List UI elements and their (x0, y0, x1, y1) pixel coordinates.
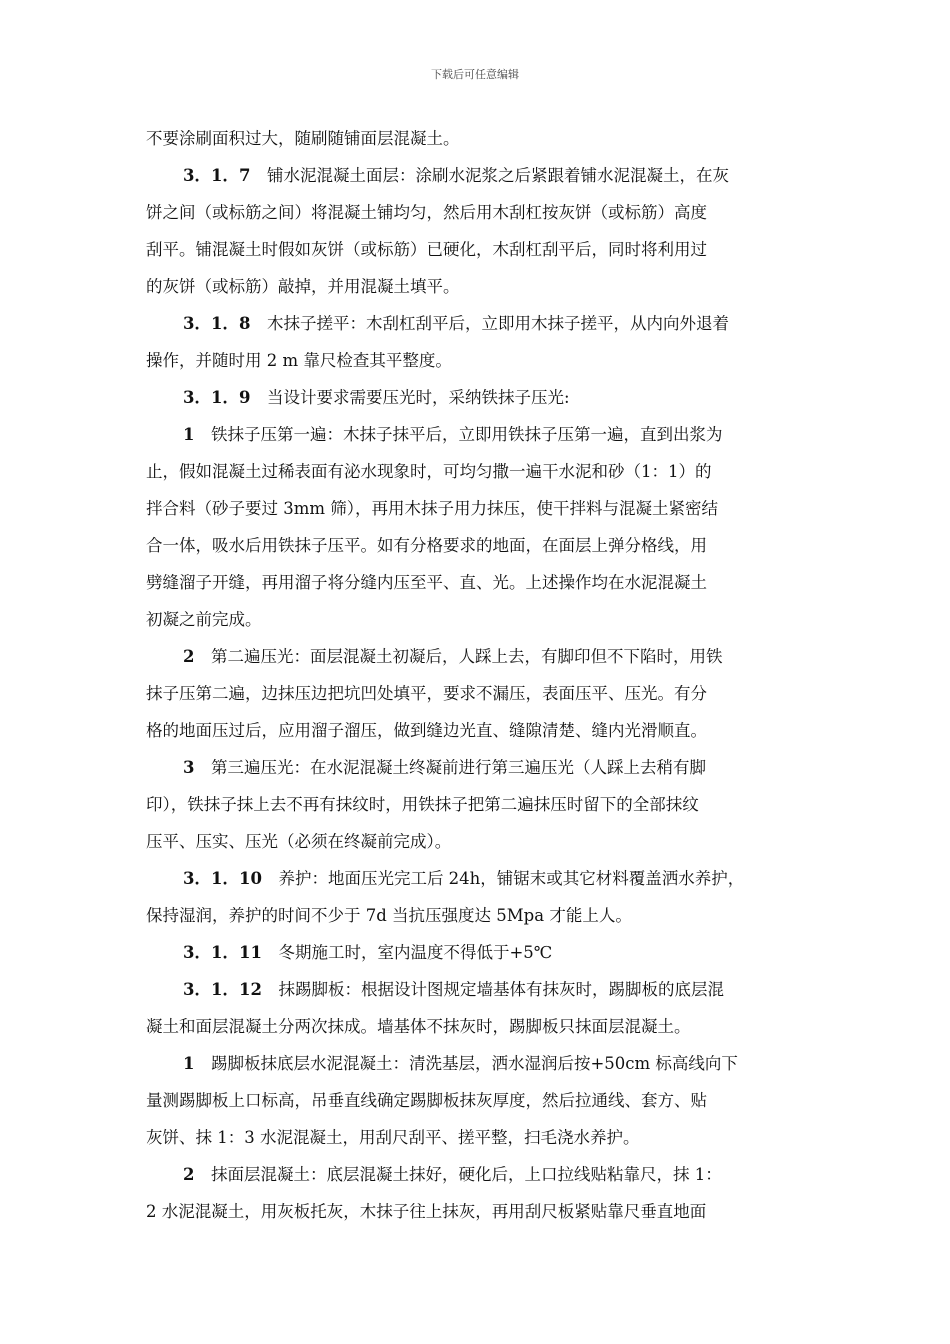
paragraph-line (146, 157, 810, 194)
line-text: 铺水泥混凝土面层：涂刷水泥浆之后紧跟着铺水泥混凝土，在灰 (250, 166, 729, 185)
paragraph-line (146, 897, 810, 934)
paragraph-line (146, 1119, 810, 1156)
paragraph-line (146, 379, 810, 416)
paragraph-line (146, 934, 810, 971)
paragraph-line (146, 527, 810, 564)
paragraph-line (146, 823, 810, 860)
paragraph-line (146, 416, 810, 453)
paragraph-line (146, 231, 810, 268)
line-text: 印），铁抹子抹上去不再有抹纹时，用铁抹子把第二遍抹压时留下的全部抹纹 (146, 795, 699, 814)
paragraph-line (146, 305, 810, 342)
line-text: 饼之间（或标筋之间）将混凝土铺均匀，然后用木刮杠按灰饼（或标筋）高度 (146, 203, 707, 222)
paragraph-line (146, 786, 810, 823)
line-text: 止，假如混凝土过稀表面有泌水现象时，可均匀撒一遍干水泥和砂（1：1）的 (146, 462, 712, 481)
paragraph-line (146, 1193, 810, 1230)
document-body (146, 120, 810, 1230)
section-number: 3．1．11 (183, 943, 262, 962)
section-number: 1 (183, 425, 195, 444)
line-text: 抹面层混凝土：底层混凝土抹好，硬化后，上口拉线贴粘靠尺，抹 1： (194, 1165, 722, 1184)
line-text: 第二遍压光：面层混凝土初凝后，人踩上去，有脚印但不下陷时，用铁 (194, 647, 723, 666)
line-text: 保持湿润，养护的时间不少于 7d 当抗压强度达 5Mpa 才能上人。 (146, 906, 632, 925)
section-number: 3 (183, 758, 195, 777)
paragraph-line (146, 860, 810, 897)
section-number: 2 (183, 647, 195, 666)
line-text: 操作，并随时用 2 m 靠尺检查其平整度。 (146, 351, 452, 370)
paragraph-line (146, 1156, 810, 1193)
paragraph-line (146, 601, 810, 638)
line-text: 铁抹子压第一遍：木抹子抹平后，立即用铁抹子压第一遍，直到出浆为 (194, 425, 723, 444)
paragraph-line (146, 342, 810, 379)
line-text: 劈缝溜子开缝，再用溜子将分缝内压至平、直、光。上述操作均在水泥混凝土 (146, 573, 707, 592)
section-number: 3．1．10 (183, 869, 262, 888)
section-number: 3．1．7 (183, 166, 251, 185)
paragraph-line (146, 749, 810, 786)
paragraph-line (146, 1008, 810, 1045)
line-text: 拌合料（砂子要过 3mm 筛），再用木抹子用力抹压，使干拌料与混凝土紧密结 (146, 499, 719, 518)
page-header: 下载后可任意编辑 (431, 68, 519, 81)
line-text: 冬期施工时，室内温度不得低于+5℃ (261, 943, 553, 962)
paragraph-line (146, 453, 810, 490)
paragraph-line (146, 1045, 810, 1082)
paragraph-line (146, 1082, 810, 1119)
paragraph-line (146, 564, 810, 601)
section-number: 3．1．8 (183, 314, 251, 333)
line-text: 当设计要求需要压光时，采纳铁抹子压光: (250, 388, 570, 407)
line-text: 抹子压第二遍，边抹压边把坑凹处填平，要求不漏压，表面压平、压光。有分 (146, 684, 707, 703)
line-text: 灰饼、抹 1：3 水泥混凝土，用刮尺刮平、搓平整，扫毛浇水养护。 (146, 1128, 640, 1147)
line-text: 踢脚板抹底层水泥混凝土：清洗基层，洒水湿润后按+50cm 标高线向下 (194, 1054, 738, 1073)
paragraph-line (146, 712, 810, 749)
line-text: 2 水泥混凝土，用灰板托灰，木抹子往上抹灰，再用刮尺板紧贴靠尺垂直地面 (146, 1202, 707, 1221)
line-text: 第三遍压光：在水泥混凝土终凝前进行第三遍压光（人踩上去稍有脚 (194, 758, 706, 777)
paragraph-line (146, 194, 810, 231)
line-text: 刮平。铺混凝土时假如灰饼（或标筋）已硬化，木刮杠刮平后，同时将利用过 (146, 240, 707, 259)
line-text: 抹踢脚板：根据设计图规定墙基体有抹灰时，踢脚板的底层混 (261, 980, 724, 999)
paragraph-line (146, 971, 810, 1008)
paragraph-line (146, 120, 810, 157)
line-text: 的灰饼（或标筋）敲掉，并用混凝土填平。 (146, 277, 460, 296)
section-number: 3．1．12 (183, 980, 262, 999)
section-number: 1 (183, 1054, 195, 1073)
line-text: 凝土和面层混凝土分两次抹成。墙基体不抹灰时，踢脚板只抹面层混凝土。 (146, 1017, 691, 1036)
section-number: 2 (183, 1165, 195, 1184)
section-number: 3．1．9 (183, 388, 251, 407)
line-text: 格的地面压过后，应用溜子溜压，做到缝边光直、缝隙清楚、缝内光滑顺直。 (146, 721, 707, 740)
line-text: 养护：地面压光完工后 24h，铺锯末或其它材料覆盖洒水养护， (261, 869, 745, 888)
paragraph-line (146, 638, 810, 675)
line-text: 合一体，吸水后用铁抹子压平。如有分格要求的地面，在面层上弹分格线，用 (146, 536, 707, 555)
paragraph-line (146, 675, 810, 712)
line-text: 压平、压实、压光（必须在终凝前完成）。 (146, 832, 452, 851)
paragraph-line (146, 490, 810, 527)
line-text: 木抹子搓平：木刮杠刮平后，立即用木抹子搓平，从内向外退着 (250, 314, 729, 333)
line-text: 不要涂刷面积过大，随刷随铺面层混凝土。 (146, 129, 460, 148)
line-text: 初凝之前完成。 (146, 610, 262, 629)
paragraph-line (146, 268, 810, 305)
line-text: 量测踢脚板上口标高，吊垂直线确定踢脚板抹灰厚度，然后拉通线、套方、贴 (146, 1091, 707, 1110)
